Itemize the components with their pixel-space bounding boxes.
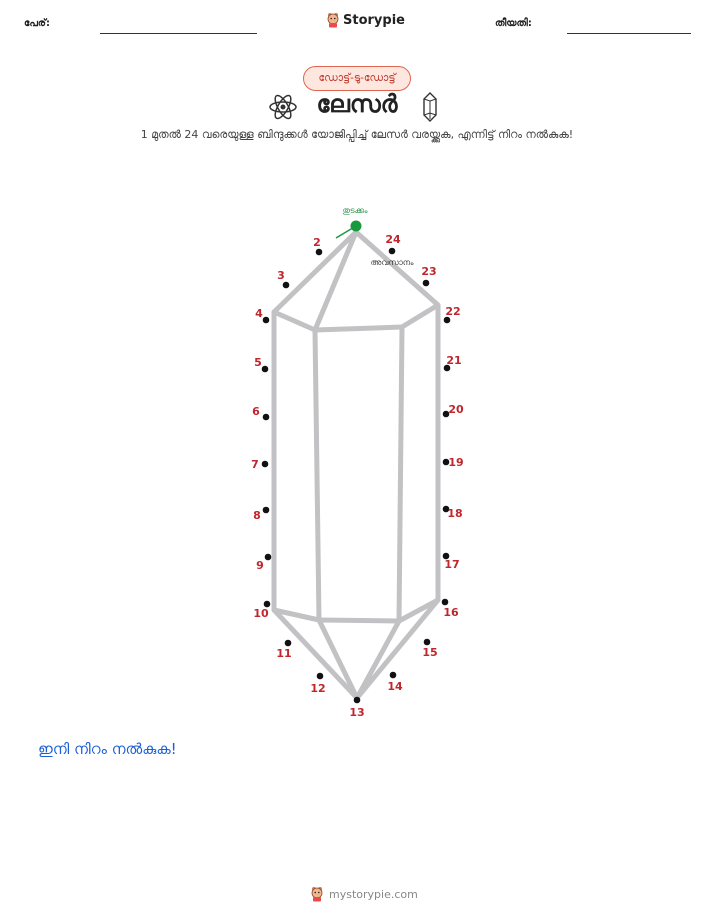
footer-url: mystorypie.com — [329, 887, 418, 901]
dot-9[interactable] — [265, 554, 272, 561]
dot-24[interactable] — [389, 248, 396, 255]
dot-label-4: 4 — [255, 307, 263, 320]
dot-label-6: 6 — [252, 405, 260, 418]
dot-label-9: 9 — [256, 559, 264, 572]
dot-label-17: 17 — [444, 558, 460, 571]
dot-label-24: 24 — [385, 233, 401, 246]
storypie-mascot-icon — [310, 886, 324, 902]
dot-label-11: 11 — [276, 647, 292, 660]
dot-15[interactable] — [424, 639, 431, 646]
page-title: ലേസർ — [316, 90, 398, 118]
brand-name: Storypie — [343, 12, 405, 28]
dot-14[interactable] — [390, 672, 397, 679]
dot-label-13: 13 — [349, 706, 365, 719]
activity-badge: ഡോട്ട്-ടു-ഡോട്ട് — [303, 66, 411, 91]
dot-12[interactable] — [317, 673, 324, 680]
colour-prompt: ഇനി നിറം നൽകുക! — [38, 740, 177, 758]
dot-label-19: 19 — [448, 456, 464, 469]
dot-8[interactable] — [263, 507, 270, 514]
dot-label-10: 10 — [253, 607, 269, 620]
end-label: അവസാനം — [370, 258, 414, 267]
dot-label-5: 5 — [254, 356, 262, 369]
dot-3[interactable] — [283, 282, 290, 289]
dot-16[interactable] — [442, 599, 449, 606]
footer — [310, 886, 418, 902]
dot-label-2: 2 — [313, 236, 321, 249]
dot-label-22: 22 — [445, 305, 461, 318]
start-dot[interactable] — [351, 221, 362, 232]
dot-4[interactable] — [263, 317, 270, 324]
dot-label-18: 18 — [447, 507, 463, 520]
dot-23[interactable] — [423, 280, 430, 287]
start-label: തുടക്കം — [342, 206, 368, 215]
dot-label-20: 20 — [448, 403, 464, 416]
dot-7[interactable] — [262, 461, 269, 468]
dot-label-14: 14 — [387, 680, 403, 693]
dot-label-21: 21 — [446, 354, 462, 367]
dot-6[interactable] — [263, 414, 270, 421]
dot-label-12: 12 — [310, 682, 326, 695]
dot-5[interactable] — [262, 366, 269, 373]
dot-label-3: 3 — [277, 269, 285, 282]
dot-label-7: 7 — [251, 458, 259, 471]
dot-2[interactable] — [316, 249, 323, 256]
dot-13[interactable] — [354, 697, 361, 704]
instruction-text: 1 മുതൽ 24 വരെയുള്ള ബിന്ദുക്കൾ യോജിപ്പിച്ച് ലേസർ വരയ്ക്കുക, എന്നിട്ട് നിറം നൽകുക! — [140, 128, 574, 141]
crystal-outline — [274, 232, 438, 698]
dot-11[interactable] — [285, 640, 292, 647]
date-label: തീയതി: — [495, 18, 532, 29]
dot-label-16: 16 — [443, 606, 459, 619]
dot-label-8: 8 — [253, 509, 261, 522]
dot-label-15: 15 — [422, 646, 438, 659]
dot-label-23: 23 — [421, 265, 437, 278]
name-label: പേര്: — [24, 18, 50, 29]
